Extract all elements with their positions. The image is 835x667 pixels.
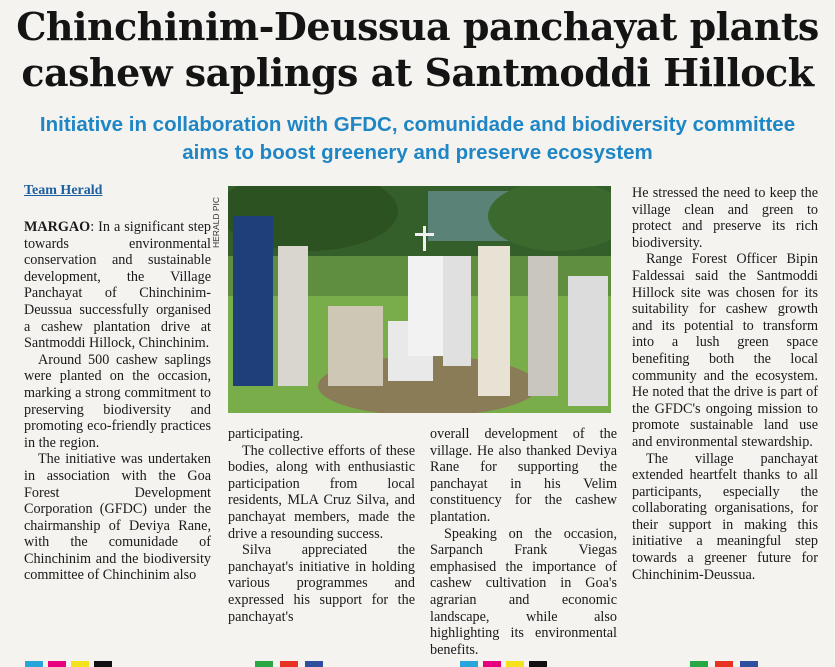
paragraph: Range Forest Officer Bipin Faldessai said the Santmoddi Hillock site was chosen for its suitability for cashew growth and its potential to transform into a lush green space benefiting both the local community and the ecosystem. He noted that the drive is part of the GFDC's ongoing mission to promote sustainable land use and environmental stewardship. — [632, 251, 818, 450]
paragraph — [24, 219, 211, 352]
paragraph: Silva appreciated the panchayat's initiative in holding various programmes and expressed his support for the panchayat's — [228, 542, 415, 625]
subheadline-line-2: aims to boost greenery and preserve ecosystem — [182, 141, 653, 164]
print-color-marks — [0, 661, 835, 667]
headline-line-1: Chinchinim-Deussua panchayat plants — [16, 4, 819, 49]
photo-credit: HERALD PIC — [211, 196, 221, 248]
paragraph: participating. — [228, 426, 304, 442]
article-column-2 — [228, 426, 415, 625]
article-column-3 — [430, 426, 617, 658]
subheadline-line-1: Initiative in collaboration with GFDC, comunidade and biodiversity committee — [39, 113, 796, 136]
paragraph: The initiative was undertaken in association with the Goa Forest Development Corporation (GFDC) under the chairmanship of Deviya Rane, with the comunidade of Chinchinim and the biodiversity committee of Chinchinim also — [24, 451, 211, 584]
headline-line-2: cashew saplings at Santmoddi Hillock — [21, 50, 814, 95]
dateline: MARGAO — [24, 219, 91, 235]
paragraph: The collective efforts of these bodies, along with enthusiastic participation from local residents, MLA Cruz Silva, and panchayat members, made the drive a resounding success. — [228, 442, 415, 542]
article-column-1 — [24, 219, 211, 584]
paragraph: overall development of the village. He also thanked Deviya Rane for supporting the panchayat in his Velim constituency for the cashew plantation. — [430, 426, 617, 525]
paragraph-text: : In a significant step towards environmental conservation and sustainable development, the Village Panchayat of Chinchinim-Deussua successfully organised a cashew plantation drive at Santmoddi Hillock, Chinchinim. — [24, 219, 211, 352]
paragraph: The village panchayat extended heartfelt thanks to all participants, especially the collaborating organisations, for their support in making this initiative a meaningful step towards a greener future for Chinchinim-Deussua. — [632, 450, 818, 583]
headline — [0, 4, 835, 96]
subheadline — [0, 111, 835, 167]
article-column-4 — [632, 185, 818, 583]
news-photo — [228, 186, 611, 413]
paragraph: Speaking on the occasion, Sarpanch Frank Viegas emphasised the importance of cashew cultivation in Goa's agrarian and economic landscape, while also highlighting its environmental benefits. — [430, 525, 617, 658]
paragraph: He stressed the need to keep the village clean and green to protect and preserve its rich biodiversity. — [632, 185, 818, 251]
paragraph: Around 500 cashew saplings were planted on the occasion, marking a strong commitment to preserving biodiversity and promoting eco-friendly practices in the region. — [24, 351, 211, 451]
byline: Team Herald — [24, 183, 103, 198]
